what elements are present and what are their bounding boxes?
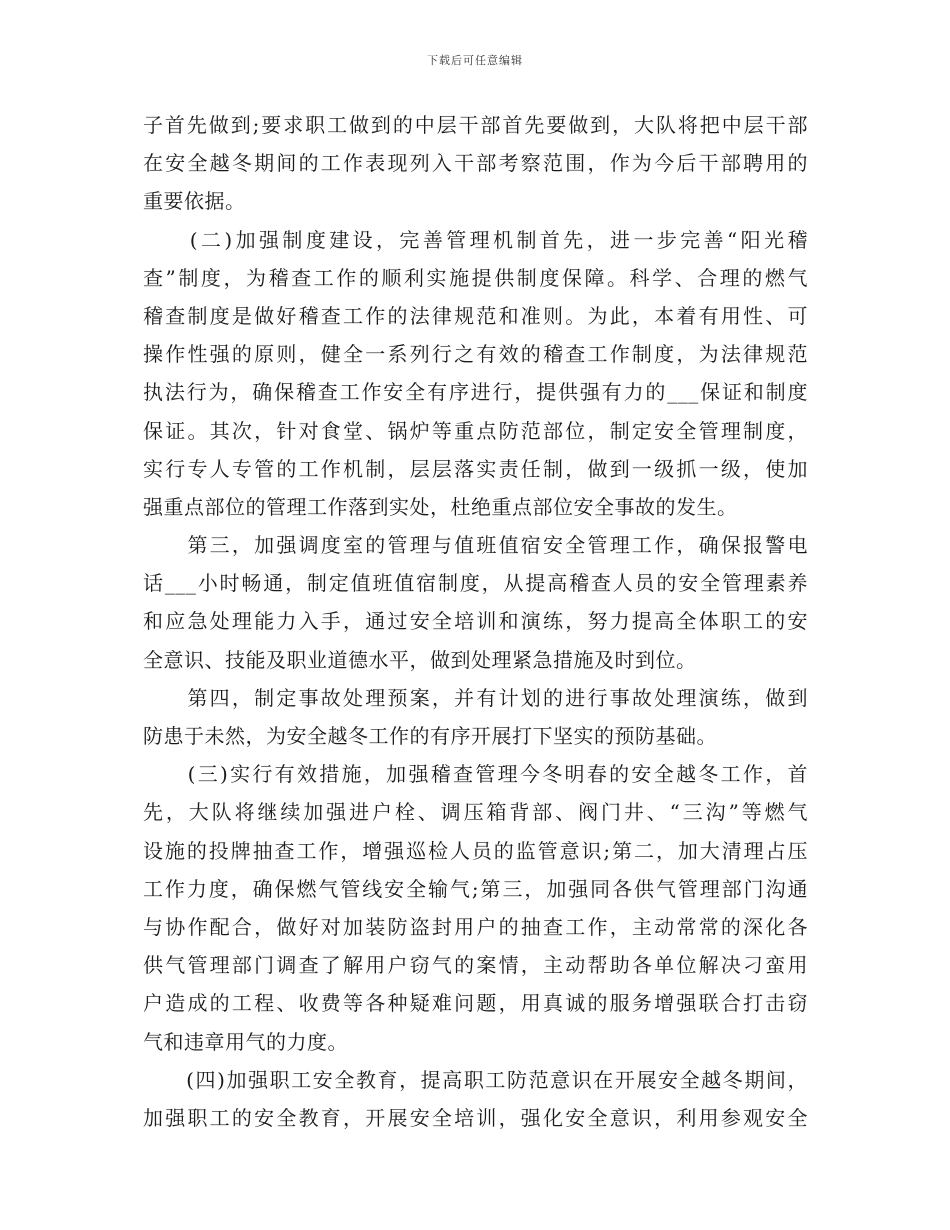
text-line: 设施的投牌抽查工作，增强巡检人员的监管意识;第二，加大清理占压: [143, 838, 808, 863]
text-line: 与协作配合，做好对加装防盗封用户的抽查工作，主动常常的深化各: [143, 914, 808, 939]
text-line: 第四，制定事故处理预案，并有计划的进行事故处理演练，做到: [143, 685, 808, 710]
text-line: 重要依据。: [143, 189, 246, 214]
text-line: 话___小时畅通，制定值班值宿制度，从提高稽查人员的安全管理素养: [143, 571, 808, 596]
page-header: 下载后可任意编辑: [427, 54, 523, 67]
text-line: 操作性强的原则，健全一系列行之有效的稽查工作制度，为法律规范: [143, 342, 808, 367]
text-line: 稽查制度是做好稽查工作的法律规范和准则。为此，本着有用性、可: [143, 303, 808, 328]
text-line: 户造成的工程、收费等各种疑难问题，用真诚的服务增强联合打击窃: [143, 991, 808, 1016]
document-body: [143, 106, 808, 1137]
text-line: 执法行为，确保稽查工作安全有序进行，提供强有力的___保证和制度: [143, 380, 808, 405]
text-line: 查”制度，为稽查工作的顺利实施提供制度保障。科学、合理的燃气: [143, 265, 808, 290]
text-line: 第三，加强调度室的管理与值班值宿安全管理工作，确保报警电: [143, 533, 808, 558]
text-line: 子首先做到;要求职工做到的中层干部首先要做到，大队将把中层干部: [143, 113, 808, 137]
text-line: 在安全越冬期间的工作表现列入干部考察范围，作为今后干部聘用的: [143, 151, 808, 176]
text-line: (二)加强制度建设，完善管理机制首先，进一步完善“阳光稽: [143, 227, 808, 252]
text-line: 全意识、技能及职业道德水平，做到处理紧急措施及时到位。: [143, 647, 697, 672]
text-line: 保证。其次，针对食堂、锅炉等重点防范部位，制定安全管理制度，: [143, 418, 808, 443]
text-line: 防患于未然，为安全越冬工作的有序开展打下坚实的预防基础。: [143, 724, 717, 748]
text-line: 和应急处理能力入手，通过安全培训和演练，努力提高全体职工的安: [143, 609, 808, 634]
text-line: 强重点部位的管理工作落到实处，杜绝重点部位安全事故的发生。: [143, 494, 738, 519]
text-line: 实行专人专管的工作机制，层层落实责任制，做到一级抓一级，使加: [143, 456, 808, 481]
text-line: 先，大队将继续加强进户栓、调压箱背部、阀门井、“三沟”等燃气: [143, 800, 808, 825]
text-line: 气和违章用气的力度。: [143, 1029, 348, 1054]
text-line: 供气管理部门调查了解用户窃气的案情，主动帮助各单位解决刁蛮用: [143, 953, 808, 978]
text-line: (三)实行有效措施，加强稽查管理今冬明春的安全越冬工作，首: [143, 762, 808, 787]
text-line: 工作力度，确保燃气管线安全输气;第三，加强同各供气管理部门沟通: [143, 876, 808, 901]
text-line: (四)加强职工安全教育，提高职工防范意识在开展安全越冬期间，: [143, 1067, 808, 1092]
text-line: 加强职工的安全教育，开展安全培训，强化安全意识，利用参观安全: [143, 1105, 808, 1130]
